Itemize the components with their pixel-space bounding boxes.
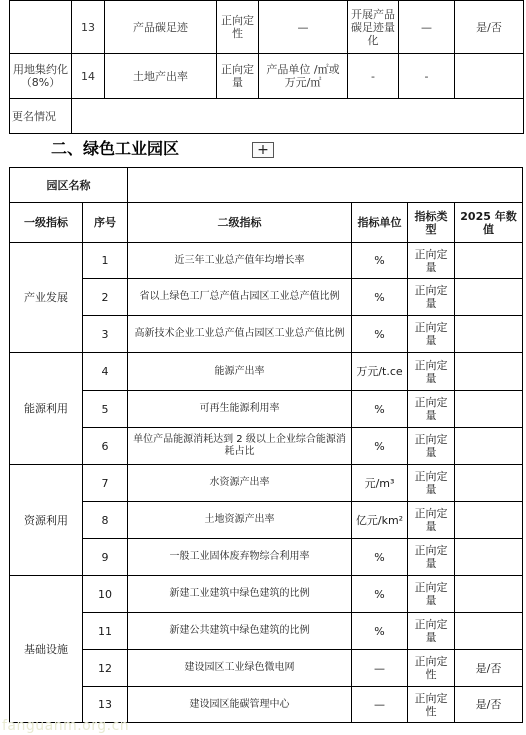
category-cell: 用地集约化 （8%）: [10, 54, 72, 99]
target-value[interactable]: [455, 502, 523, 539]
target-value[interactable]: 是/否: [455, 650, 523, 687]
level2-indicator: 省以上绿色工厂总产值占园区工业总产值比例: [128, 279, 352, 316]
indicator-type: 正向定量: [408, 353, 455, 391]
level1-category: 产业发展: [10, 243, 83, 353]
value-cell: -: [348, 54, 399, 99]
indicator-unit: 亿元/km²: [352, 502, 408, 539]
row-number: 6: [83, 428, 128, 465]
value-cell: [455, 54, 524, 99]
level2-indicator: 土地资源产出率: [128, 502, 352, 539]
row-number: 14: [72, 54, 105, 99]
value-cell: —: [399, 1, 455, 54]
table-row: [10, 243, 523, 279]
indicator-type: 正向定性: [408, 650, 455, 687]
table-row: [10, 613, 523, 650]
park-name-value[interactable]: [128, 168, 523, 203]
indicator-unit: %: [352, 279, 408, 316]
table-row: [10, 316, 523, 353]
indicator-unit: —: [352, 650, 408, 687]
header-row: [10, 203, 523, 243]
indicator-unit: %: [352, 428, 408, 465]
level1-category: 能源利用: [10, 353, 83, 465]
target-value[interactable]: [455, 391, 523, 428]
value-cell: -: [399, 54, 455, 99]
row-number: 13: [83, 687, 128, 723]
header-type: 指标类型: [408, 203, 455, 243]
level2-indicator: 可再生能源利用率: [128, 391, 352, 428]
indicator-unit: 元/m³: [352, 465, 408, 502]
target-value[interactable]: [455, 428, 523, 465]
row-number: 11: [83, 613, 128, 650]
indicator-unit: %: [352, 576, 408, 613]
level1-category: 资源利用: [10, 465, 83, 576]
header-level2: 二级指标: [128, 203, 352, 243]
indicator-unit: —: [352, 687, 408, 723]
indicator-unit: %: [352, 243, 408, 279]
target-value[interactable]: [455, 613, 523, 650]
indicator-unit: %: [352, 391, 408, 428]
target-value[interactable]: [455, 243, 523, 279]
level2-indicator: 新建公共建筑中绿色建筑的比例: [128, 613, 352, 650]
indicator-type: 正向定量: [408, 316, 455, 353]
row-number: 5: [83, 391, 128, 428]
table-row: [10, 1, 524, 54]
level2-indicator: 建设园区能碳管理中心: [128, 687, 352, 723]
indicator-attribute: 正向定性: [217, 1, 259, 54]
indicator-unit: %: [352, 539, 408, 576]
table-row: [10, 428, 523, 465]
indicator-type: 正向定量: [408, 576, 455, 613]
target-value[interactable]: [455, 539, 523, 576]
park-name-label: 园区名称: [10, 168, 128, 203]
indicator-table-continued: [9, 0, 524, 134]
level2-indicator: 高新技术企业工业总产值占园区工业总产值比例: [128, 316, 352, 353]
level2-indicator: 一般工业固体废弃物综合利用率: [128, 539, 352, 576]
indicator-type: 正向定性: [408, 687, 455, 723]
indicator-type: 正向定量: [408, 279, 455, 316]
indicator-type: 正向定量: [408, 391, 455, 428]
rename-value[interactable]: [72, 99, 524, 134]
table-row: [10, 391, 523, 428]
row-number: 2: [83, 279, 128, 316]
header-unit: 指标单位: [352, 203, 408, 243]
target-value[interactable]: [455, 316, 523, 353]
level2-indicator: 单位产品能源消耗达到 2 级以上企业综合能源消耗占比: [128, 428, 352, 465]
indicator-type: 正向定量: [408, 465, 455, 502]
header-level1: 一级指标: [10, 203, 83, 243]
level2-indicator: 近三年工业总产值年均增长率: [128, 243, 352, 279]
table-row: [10, 279, 523, 316]
value-cell: 是/否: [455, 1, 524, 54]
indicator-unit: 万元/t.ce: [352, 353, 408, 391]
green-park-indicator-table: [9, 167, 523, 723]
expand-table-button[interactable]: +: [252, 142, 274, 158]
table-row: [10, 99, 524, 134]
row-number: 10: [83, 576, 128, 613]
level2-indicator: 水资源产出率: [128, 465, 352, 502]
table-row: [10, 502, 523, 539]
header-target: 2025 年数值: [455, 203, 523, 243]
table-row: [10, 650, 523, 687]
watermark: fanguanm.org.cn: [2, 718, 130, 734]
header-no: 序号: [83, 203, 128, 243]
row-number: 9: [83, 539, 128, 576]
indicator-type: 正向定量: [408, 502, 455, 539]
rename-label: 更名情况: [10, 99, 72, 134]
indicator-name: 产品碳足迹: [105, 1, 217, 54]
table-row: [10, 465, 523, 502]
indicator-unit: 产品单位 /㎡或万元/㎡: [259, 54, 348, 99]
row-number: 13: [72, 1, 105, 54]
row-number: 8: [83, 502, 128, 539]
indicator-attribute: 正向定量: [217, 54, 259, 99]
target-value[interactable]: [455, 279, 523, 316]
table-row: [10, 54, 524, 99]
indicator-type: 正向定量: [408, 539, 455, 576]
indicator-type: 正向定量: [408, 428, 455, 465]
target-value[interactable]: [455, 576, 523, 613]
table-row: [10, 353, 523, 391]
level2-indicator: 建设园区工业绿色微电网: [128, 650, 352, 687]
indicator-unit: %: [352, 613, 408, 650]
target-value[interactable]: [455, 465, 523, 502]
indicator-type: 正向定量: [408, 243, 455, 279]
target-value[interactable]: 是/否: [455, 687, 523, 723]
table-row: [10, 539, 523, 576]
indicator-unit: —: [259, 1, 348, 54]
level1-category: 基础设施: [10, 576, 83, 723]
row-number: 7: [83, 465, 128, 502]
value-cell: 开展产品碳足迹量化: [348, 1, 399, 54]
category-cell: [10, 1, 72, 54]
indicator-unit: %: [352, 316, 408, 353]
target-value[interactable]: [455, 353, 523, 391]
level2-indicator: 能源产出率: [128, 353, 352, 391]
row-number: 12: [83, 650, 128, 687]
level2-indicator: 新建工业建筑中绿色建筑的比例: [128, 576, 352, 613]
indicator-name: 土地产出率: [105, 54, 217, 99]
row-number: 4: [83, 353, 128, 391]
section-title: 二、绿色工业园区: [51, 139, 180, 158]
park-name-row: [10, 168, 523, 203]
row-number: 1: [83, 243, 128, 279]
row-number: 3: [83, 316, 128, 353]
table-row: [10, 576, 523, 613]
indicator-type: 正向定量: [408, 613, 455, 650]
